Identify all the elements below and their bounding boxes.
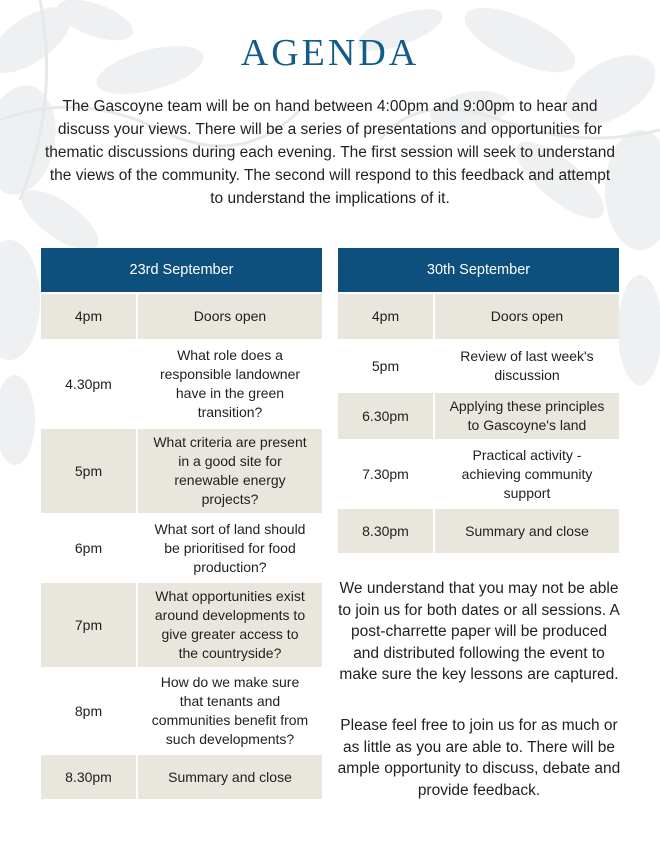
activity-cell: Applying these principles to Gascoyne's land — [435, 393, 619, 439]
table-row — [338, 439, 619, 507]
time-cell: 6pm — [41, 515, 138, 581]
activity-cell: Review of last week's discussion — [435, 341, 619, 391]
table-row — [338, 507, 619, 553]
page-title: AGENDA — [240, 32, 420, 74]
table-row — [338, 339, 619, 391]
activity-cell: What criteria are present in a good site for renewable energy projects? — [138, 429, 322, 513]
attendance-note: We understand that you may not be able to join us for both dates or all sessions. A post-charrette paper will be produced and distributed following the event to make sure the key lessons are captured. — [338, 580, 620, 683]
activity-cell: What opportunities exist around developments to give greater access to the countryside? — [138, 583, 322, 667]
activity-cell: Practical activity - achieving community support — [435, 441, 619, 507]
table-row — [41, 581, 322, 667]
table-row — [338, 292, 619, 339]
activity-cell: What role does a responsible landowner have in the green transition? — [138, 341, 322, 427]
table-row — [338, 391, 619, 439]
time-cell: 8.30pm — [338, 509, 435, 553]
time-cell: 5pm — [338, 341, 435, 391]
activity-cell: How do we make sure that tenants and communities benefit from such developments? — [138, 669, 322, 753]
table-row — [41, 667, 322, 753]
activity-cell: What sort of land should be prioritised for food production? — [138, 515, 322, 581]
time-cell: 4pm — [338, 294, 435, 339]
activity-cell: Doors open — [138, 294, 322, 339]
table-row — [41, 339, 322, 427]
table-header-date: 23rd September — [41, 248, 322, 292]
time-cell: 6.30pm — [338, 393, 435, 439]
time-cell: 4pm — [41, 294, 138, 339]
activity-cell: Doors open — [435, 294, 619, 339]
time-cell: 7pm — [41, 583, 138, 667]
schedule-table-30th — [338, 248, 619, 553]
activity-cell: Summary and close — [138, 755, 322, 799]
activity-cell: Summary and close — [435, 509, 619, 553]
time-cell: 5pm — [41, 429, 138, 513]
time-cell: 7.30pm — [338, 441, 435, 507]
time-cell: 4.30pm — [41, 341, 138, 427]
table-row — [41, 753, 322, 799]
table-row — [41, 427, 322, 513]
join-note: Please feel free to join us for as much or as little as you are able to. There will be ample opportunity to discuss, debate and provide feedback. — [337, 717, 621, 799]
time-cell: 8pm — [41, 669, 138, 753]
schedule-table-23rd — [41, 248, 322, 799]
intro-paragraph: The Gascoyne team will be on hand between 4:00pm and 9:00pm to hear and discuss your views. There will be a series of presentations and opportunities for thematic discussions during each evening. The first session will seek to understand the views of the community. The second will respond to this feedback and attempt to understand the implications of it. — [44, 98, 616, 207]
time-cell: 8.30pm — [41, 755, 138, 799]
table-row — [41, 292, 322, 339]
table-header-date: 30th September — [338, 248, 619, 292]
table-row — [41, 513, 322, 581]
